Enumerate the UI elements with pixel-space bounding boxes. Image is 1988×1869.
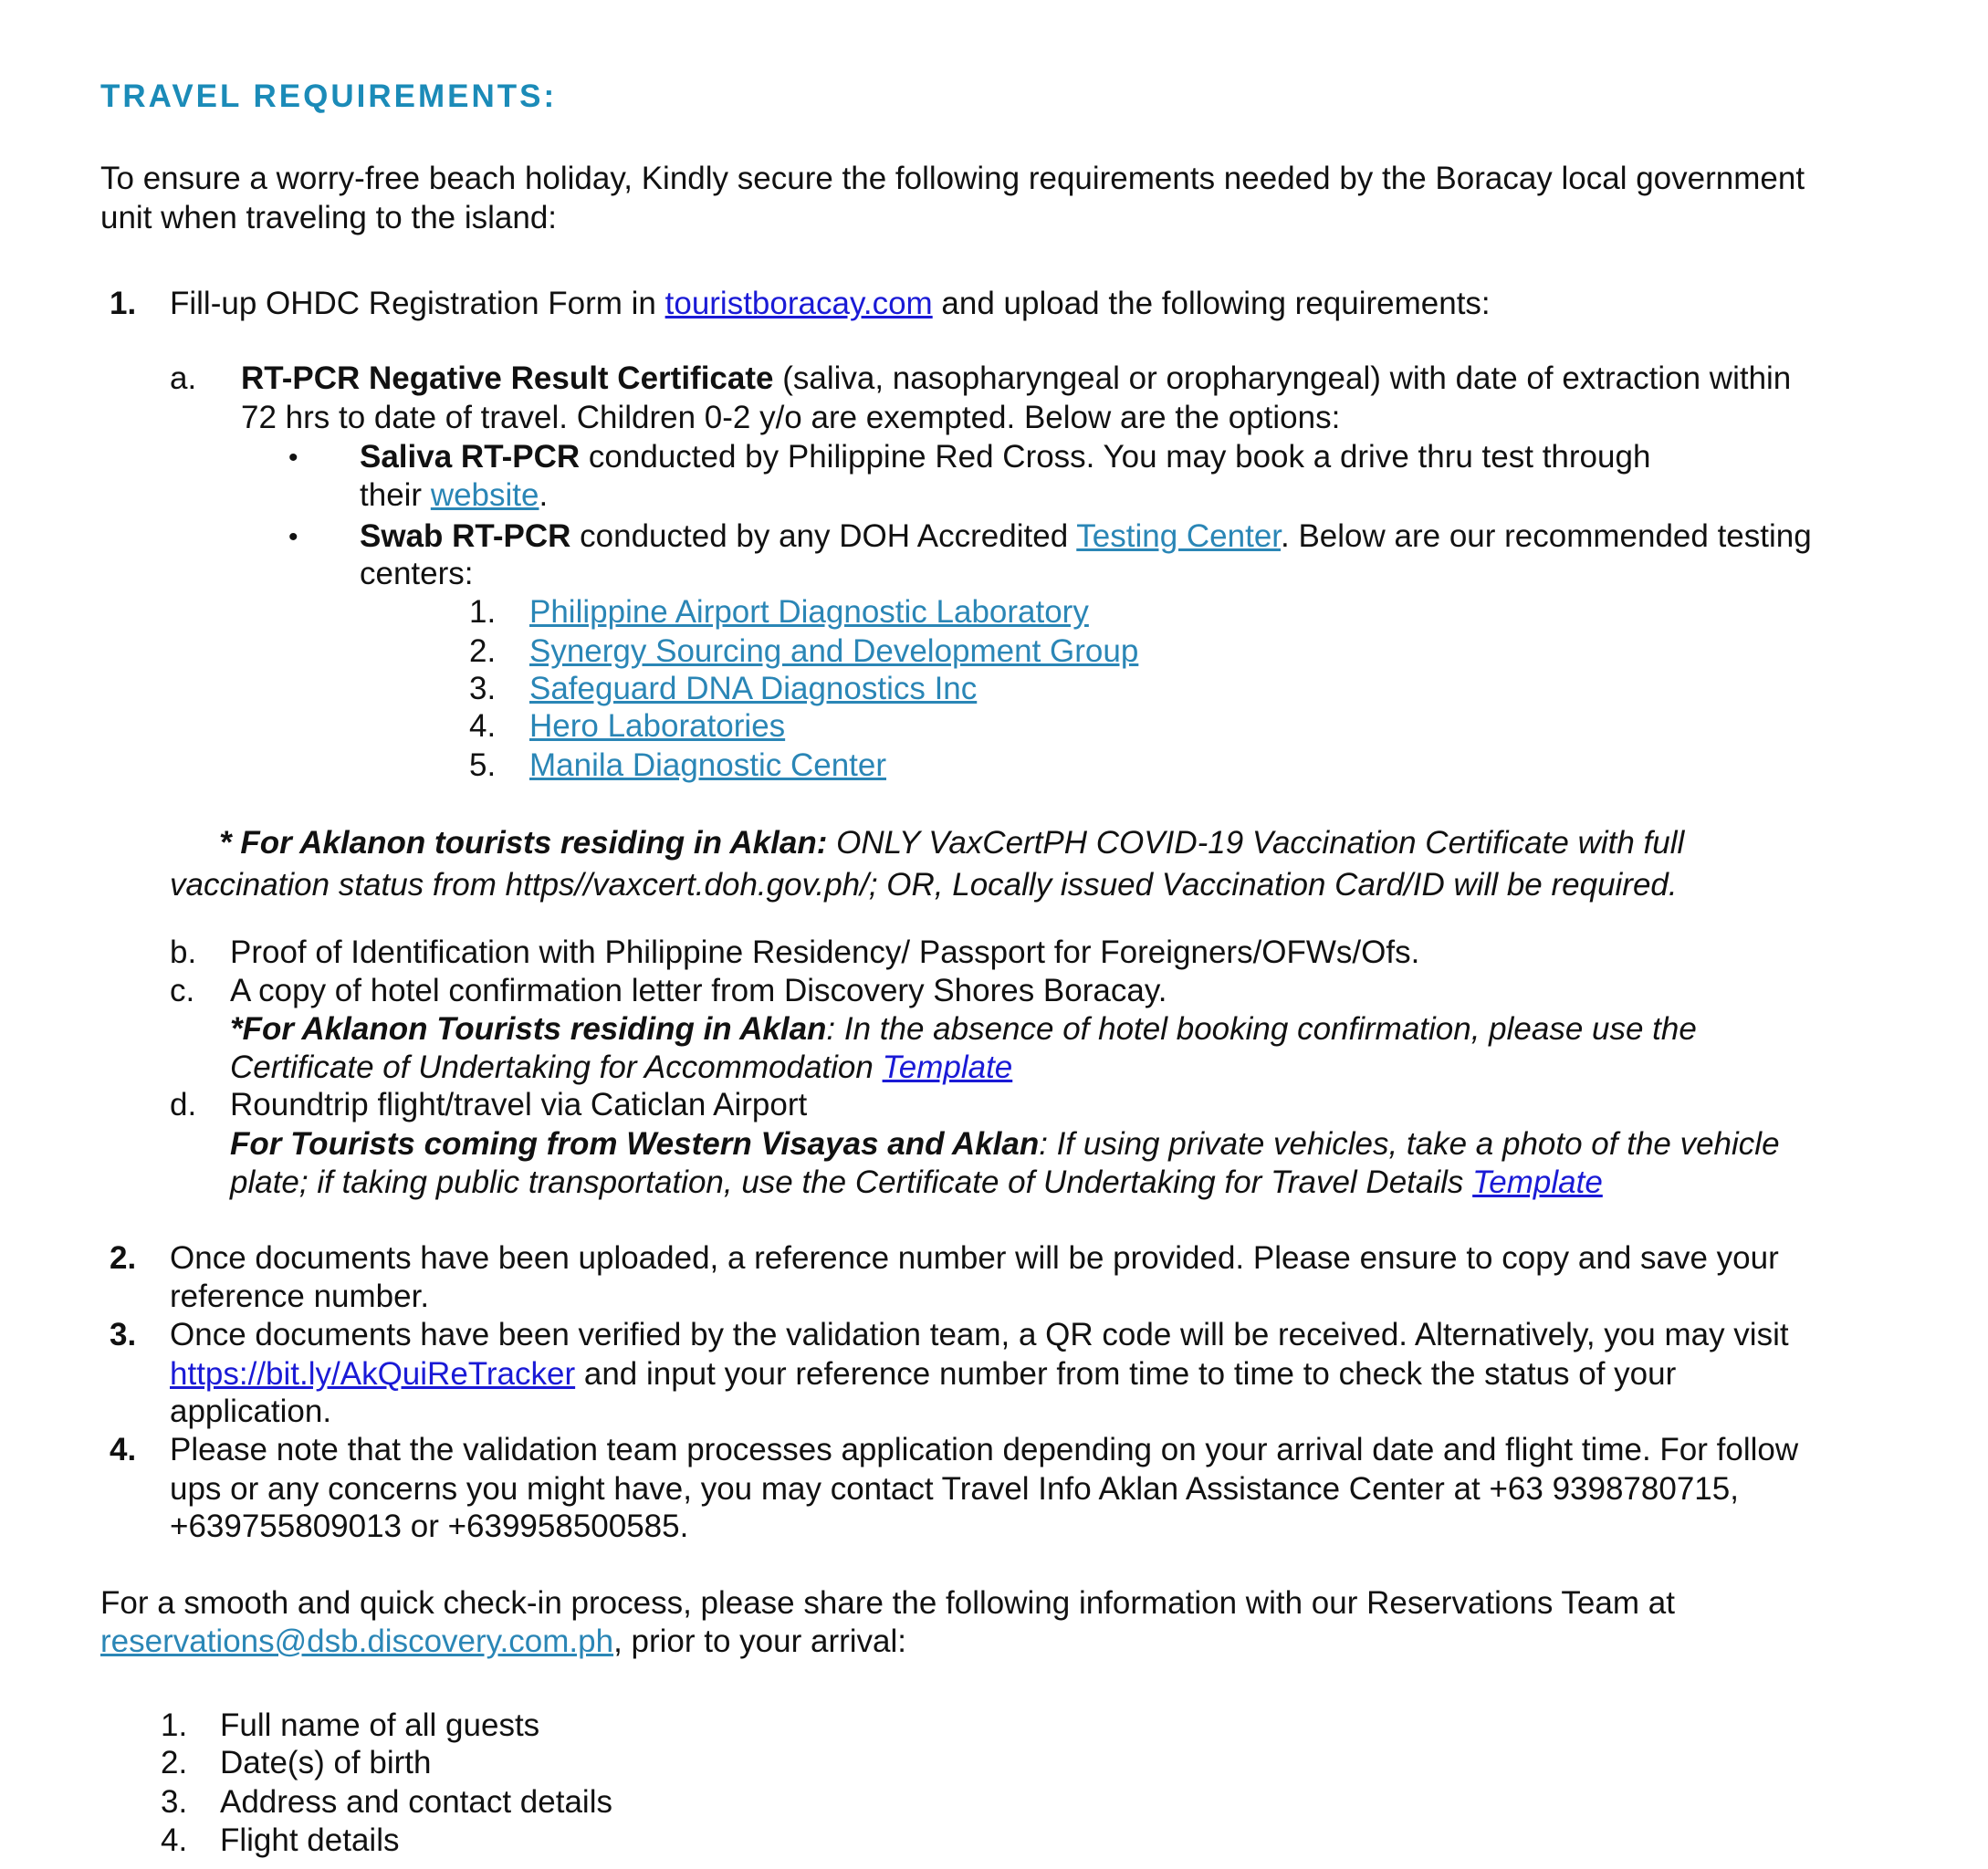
tracker-link[interactable]: https://bit.ly/AkQuiReTracker xyxy=(170,1356,576,1392)
sub-d-note-rest: : If using private vehicles, take a photo of the vehicle xyxy=(1039,1126,1780,1162)
step-2-line-1: Once documents have been uploaded, a reference number will be provided. Please ensure to copy and save your xyxy=(170,1240,1779,1276)
checkin-line-1: For a smooth and quick check-in process, please share the following information with our Reservations Team at xyxy=(100,1585,1675,1621)
step-4-line-2: ups or any concerns you might have, you may contact Travel Info Aklan Assistance Center at +63 9398780715, xyxy=(170,1471,1739,1507)
info-item: Date(s) of birth xyxy=(220,1745,432,1780)
center-number: 3. xyxy=(469,671,497,706)
checkin-line-2 xyxy=(100,1622,906,1661)
sub-c-note-line-2 xyxy=(230,1048,1012,1087)
center-link[interactable]: Synergy Sourcing and Development Group xyxy=(529,633,1139,669)
info-number: 2. xyxy=(161,1745,188,1780)
travel-template-link[interactable]: Template xyxy=(1472,1164,1603,1200)
center-link[interactable]: Safeguard DNA Diagnostics Inc xyxy=(529,671,978,706)
info-number: 3. xyxy=(161,1784,188,1820)
sub-c-letter: c. xyxy=(170,973,195,1008)
info-item: Flight details xyxy=(220,1822,400,1858)
sub-d-note-bold: For Tourists coming from Western Visayas and Aklan xyxy=(230,1126,1040,1162)
aklanon-note-rest: ONLY VaxCertPH COVID-19 Vaccination Certificate with full xyxy=(827,825,1685,861)
step-3-number: 3. xyxy=(110,1317,137,1352)
page-title: TRAVEL REQUIREMENTS: xyxy=(100,78,558,114)
step-3-line-2-post: and input your reference number from time to time to check the status of your xyxy=(575,1356,1677,1392)
bullet-1-bold: Saliva RT-PCR xyxy=(360,439,581,475)
center-number: 4. xyxy=(469,708,497,744)
bullet-icon: • xyxy=(288,522,298,552)
info-item: Address and contact details xyxy=(220,1784,612,1820)
step-4-line-3: +639755809013 or +639958500585. xyxy=(170,1509,689,1544)
bullet-2-line-2: centers: xyxy=(360,556,474,591)
center-link[interactable]: Philippine Airport Diagnostic Laboratory xyxy=(529,594,1089,630)
bullet-1-rest: conducted by Philippine Red Cross. You may book a drive thru test through xyxy=(580,439,1651,475)
center-number: 2. xyxy=(469,633,497,669)
step-4-line-1: Please note that the validation team processes application depending on your arrival date and flight time. For follow xyxy=(170,1432,1799,1467)
bullet-2-rest-pre: conducted by any DOH Accredited xyxy=(570,518,1077,554)
sub-b-letter: b. xyxy=(170,934,197,970)
info-number: 4. xyxy=(161,1822,188,1858)
bullet-1-line-2 xyxy=(360,475,548,515)
bullet-icon: • xyxy=(288,443,298,473)
sub-d-letter: d. xyxy=(170,1087,197,1122)
sub-c-note-line-2-text: Certificate of Undertaking for Accommodation xyxy=(230,1049,883,1085)
testing-center-link[interactable]: Testing Center xyxy=(1076,518,1282,554)
sub-a-rest: (saliva, nasopharyngeal or oropharyngeal) with date of extraction within xyxy=(773,360,1792,396)
sub-a-line-2: 72 hrs to date of travel. Children 0-2 y/o are exempted. Below are the options: xyxy=(241,400,1341,435)
aklanon-note-bold: * For Aklanon tourists residing in Aklan: xyxy=(219,825,828,861)
bullet-1-line-1 xyxy=(360,437,1650,476)
bullet-2-rest-post: . Below are our recommended testing xyxy=(1281,518,1812,554)
info-number: 1. xyxy=(161,1707,188,1743)
sub-d-note-line-2 xyxy=(230,1163,1603,1202)
sub-a-bold: RT-PCR Negative Result Certificate xyxy=(241,360,774,396)
aklanon-note-line-1 xyxy=(219,823,1684,862)
step-1-number: 1. xyxy=(110,286,137,321)
sub-c-text: A copy of hotel confirmation letter from Discovery Shores Boracay. xyxy=(230,973,1167,1008)
website-link[interactable]: website xyxy=(430,477,539,513)
bullet-2-bold: Swab RT-PCR xyxy=(360,518,571,554)
sub-b-text: Proof of Identification with Philippine Residency/ Passport for Foreigners/OFWs/Ofs. xyxy=(230,934,1420,970)
accommodation-template-link[interactable]: Template xyxy=(882,1049,1013,1085)
sub-c-note-rest: : In the absence of hotel booking confirmation, please use the xyxy=(826,1011,1697,1047)
center-link[interactable]: Hero Laboratories xyxy=(529,708,786,744)
step-2-number: 2. xyxy=(110,1240,137,1276)
bullet-2-line-1 xyxy=(360,517,1812,556)
intro-line-1: To ensure a worry-free beach holiday, Kindly secure the following requirements needed by the Boracay local government xyxy=(100,161,1805,196)
sub-d-note-line-1 xyxy=(230,1124,1780,1164)
center-link[interactable]: Manila Diagnostic Center xyxy=(529,747,887,783)
bullet-1-line-2-post: . xyxy=(539,477,549,513)
center-number: 1. xyxy=(469,594,497,630)
info-item: Full name of all guests xyxy=(220,1707,540,1743)
step-1-text xyxy=(170,284,1491,323)
center-number: 5. xyxy=(469,747,497,783)
checkin-line-2-post: , prior to your arrival: xyxy=(613,1624,906,1659)
step-4-number: 4. xyxy=(110,1432,137,1467)
step-3-line-1: Once documents have been verified by the validation team, a QR code will be received. Alternatively, you may visit xyxy=(170,1317,1789,1352)
sub-d-note-line-2-text: plate; if taking public transportation, use the Certificate of Undertaking for Travel Details xyxy=(230,1164,1473,1200)
step-2-line-2: reference number. xyxy=(170,1279,430,1314)
intro-line-2: unit when traveling to the island: xyxy=(100,200,558,235)
sub-a-line-1 xyxy=(241,359,1791,398)
reservations-email-link[interactable]: reservations@dsb.discovery.com.ph xyxy=(100,1624,614,1659)
step-1-post: and upload the following requirements: xyxy=(932,286,1491,321)
aklanon-note-line-2: vaccination status from https//vaxcert.doh.gov.ph/; OR, Locally issued Vaccination Card/ID will be required. xyxy=(170,867,1678,903)
sub-a-letter: a. xyxy=(170,360,197,396)
bullet-1-line-2-pre: their xyxy=(360,477,431,513)
step-1-pre: Fill-up OHDC Registration Form in xyxy=(170,286,665,321)
step-3-line-2 xyxy=(170,1354,1676,1394)
step-3-line-3: application. xyxy=(170,1394,332,1429)
sub-c-note-bold: *For Aklanon Tourists residing in Aklan xyxy=(230,1011,827,1047)
sub-c-note-line-1 xyxy=(230,1009,1697,1049)
touristboracay-link[interactable]: touristboracay.com xyxy=(664,286,933,321)
sub-d-text: Roundtrip flight/travel via Caticlan Airport xyxy=(230,1087,808,1122)
